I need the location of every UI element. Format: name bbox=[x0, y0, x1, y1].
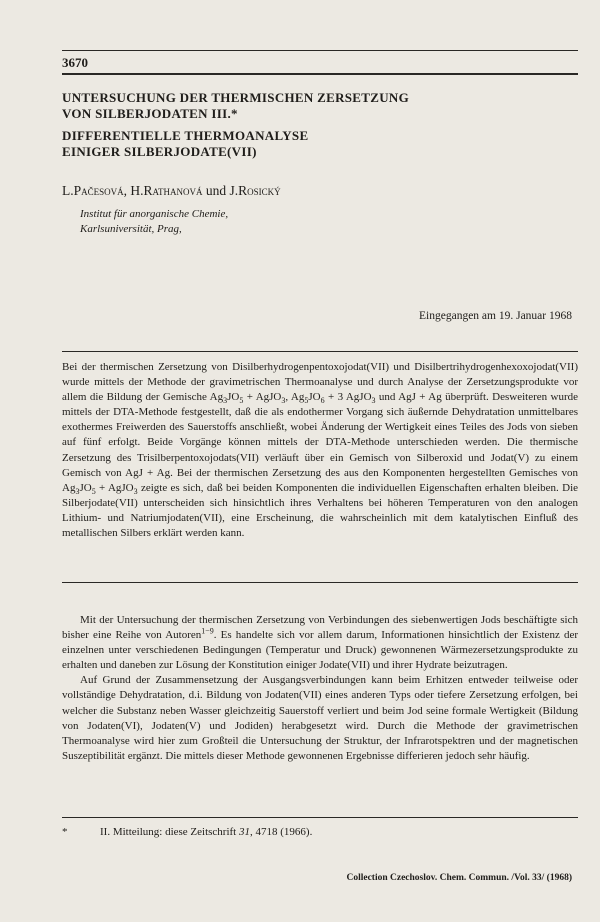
author-separator: , H. bbox=[123, 183, 144, 198]
title-line-2: VON SILBERJODATEN III.* bbox=[62, 106, 238, 121]
author-2-name: Rathanová bbox=[143, 183, 203, 198]
received-date: Eingegangen am 19. Januar 1968 bbox=[419, 310, 572, 322]
abstract-top-rule bbox=[62, 351, 578, 352]
author-1-name: Pačesová bbox=[73, 183, 124, 198]
paragraph-1: Mit der Untersuchung der thermischen Zersetzung von Verbindungen des siebenwertigen Jods beschäftigte sich bisher eine Reihe von Autoren$^{1-9}$. Es handelte sich vor allem darum, Informationen hinsichtlich der Existenz der einzelnen unter verschiedenen Bedingungen (Temperatur und Druck) gewonnenen Wärmezersetzungsprodukte zu erhalten und daneben zur Lösung der Konstitution einiger Jodate(VII) und ihrer Hydrate beizutragen. bbox=[62, 614, 578, 672]
author-3-name: Rosický bbox=[238, 183, 281, 198]
reference-marker: 1−9 bbox=[201, 626, 214, 636]
abstract-bottom-rule bbox=[62, 582, 578, 583]
author-separator: und J. bbox=[202, 183, 239, 198]
footnote-marker: * bbox=[62, 826, 68, 838]
header-rule bbox=[62, 73, 578, 75]
subtitle-line-2: EINIGER SILBERJODATE(VII) bbox=[62, 144, 257, 159]
abstract-text: Bei der thermischen Zersetzung von Disilberhydrogenpentoxojodat(VII) und Disilbertrihydrogenhexoxojodat(VII) wurde mittels der Methode der gravimetrischen Thermoanalyse und durch Analyse der Zersetzungsprodukte vor allem die Bildung der Gemische $Ag_3JO_5$ + AgJO$_3$, $Ag_5JO_6 + 3$ AgJO$_3$ und AgJ + Ag überprüft. Desweiteren wurde mittels der DTA-Methode festgestellt, daß die als endothermer Vorgang sich äußernde Dehydratation unmittelbares exothermes Freiwerden des Sauerstoffs anschließt, wobei Änderung der Wertigkeit eines Teiles des Jods von sieben auf fünf erfolgt. Beide Vorgänge können mittels der DTA-Methode unterschieden werden. Die thermische Zersetzung des Trisilberpentoxojodats(VII) verläuft über ein Gemisch von Silberoxid und Jodat(V) zu einem Gemisch von AgJ + Ag. Bei der thermischen Zersetzung des aus den Komponenten hergestellten Gemisches von $Ag_3JO_5$ + AgJO$_3$ zeigte es sich, daß bei beiden Komponenten die individuellen Eigenschaften erhalten bleiben. Die Silberjodate(VII) unterscheiden sich hinsichtlich ihres Verhaltens bei höheren Temperaturen von den analogen Lithium- und Natriumjodaten(VII), eine Erscheinung, die wahrscheinlich mit dem katalytischen Einfluß des metallischen Silbers erklärt werden kann. bbox=[62, 361, 579, 540]
page-number: 3670 bbox=[62, 55, 88, 70]
main-text bbox=[62, 613, 578, 764]
top-rule bbox=[62, 50, 578, 51]
footnote: * II. Mitteilung: diese Zeitschrift 31, 4718 (1966). bbox=[62, 826, 313, 838]
footnote-rule bbox=[62, 817, 578, 818]
author-list bbox=[62, 183, 281, 199]
abstract bbox=[62, 360, 578, 541]
subtitle-line-1: DIFFERENTIELLE THERMOANALYSE bbox=[62, 128, 309, 143]
title-line-1: UNTERSUCHUNG DER THERMISCHEN ZERSETZUNG bbox=[62, 90, 409, 105]
author-1-initial: L. bbox=[62, 183, 74, 198]
affiliation-line-2: Karlsuniversität, Prag, bbox=[80, 223, 182, 235]
journal-footer: Collection Czechoslov. Chem. Commun. /Vol. 33/ (1968) bbox=[346, 873, 572, 883]
footnote-volume: 31 bbox=[239, 826, 250, 838]
paragraph-2: Auf Grund der Zusammensetzung der Ausgangsverbindungen kann beim Erhitzen entweder teilweise oder vollständige Dehydratation, d.i. Bildung von Jodaten(VII) eines anderen Typs oder tiefere Zersetzung erfolgen, bei welcher die Substanz neben Wasser gleichzeitig Sauerstoff verliert und beim Jod seine formale Wertigkeit (Bildung von Jodaten(VI), Jodaten(V) und Jodiden) herabgesetzt wird. Durch die Methode der gravimetrischen Thermoanalyse wird hier zum Großteil die Untersuchung der Struktur, der Infrarotspektren und der magnetischen Suszeptibilität ergänzt. Die mittels dieser Methode gewonnenen Ergebnisse differieren jedoch sehr häufig. bbox=[62, 674, 578, 762]
affiliation-line-1: Institut für anorganische Chemie, bbox=[80, 208, 229, 220]
